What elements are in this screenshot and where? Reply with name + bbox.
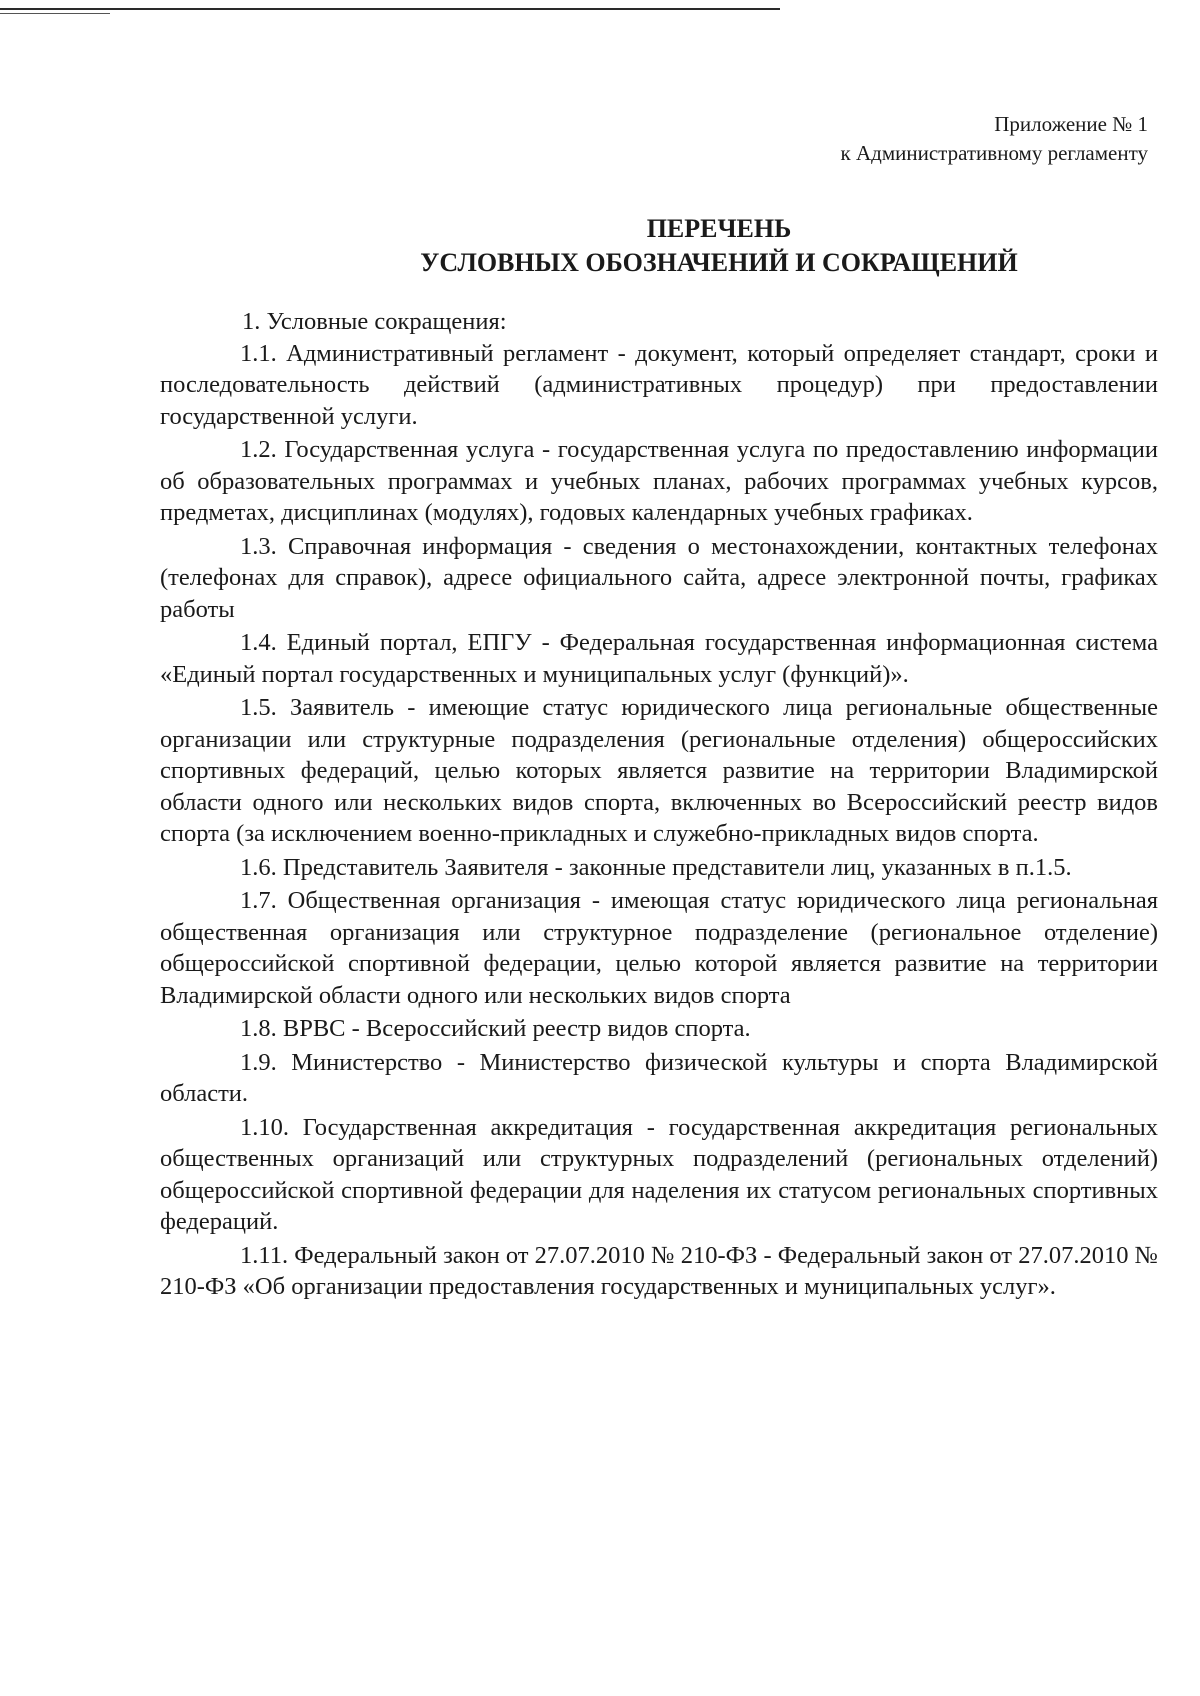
scan-edge-line [0, 8, 780, 10]
definition-item: 1.9. Министерство - Министерство физической культуры и спорта Владимирской области. [160, 1048, 1158, 1107]
definition-item: 1.11. Федеральный закон от 27.07.2010 № 210-ФЗ - Федеральный закон от 27.07.2010 № 210-ФЗ «Об организации предоставления государственных и муниципальных услуг». [160, 1241, 1158, 1300]
title-line-2: УСЛОВНЫХ ОБОЗНАЧЕНИЙ И СОКРАЩЕНИЙ [420, 248, 1018, 277]
definition-item: 1.5. Заявитель - имеющие статус юридического лица региональные общественные организации или структурные подразделения (региональные отделения) общероссийских спортивных федераций, целью которых является развитие на территории Владимирской области одного или нескольких видов спорта, включенных во Всероссийский реестр видов спорта (за исключением военно-прикладных и служебно-прикладных видов спорта. [160, 694, 1158, 847]
definition-item: 1.2. Государственная услуга - государственная услуга по предоставлению информации об образовательных программах и учебных планах, рабочих программах учебных курсов, предметах, дисциплинах (модулях), годовых календарных учебных графиках. [160, 436, 1158, 526]
definitions-list [160, 306, 1158, 1303]
appendix-note [160, 110, 1148, 168]
definition-item: 1.7. Общественная организация - имеющая статус юридического лица региональная общественная организация или структурное подразделение (региональное отделение) общероссийской спортивной федерации, целью которой является развитие на территории Владимирской области одного или нескольких видов спорта [160, 887, 1158, 1009]
document-title [280, 212, 1158, 280]
appendix-reference: к Административному регламенту [840, 141, 1148, 165]
title-line-1: ПЕРЕЧЕНЬ [646, 214, 792, 243]
appendix-number: Приложение № 1 [994, 112, 1148, 136]
section-heading: 1. Условные сокращения: [242, 308, 507, 335]
definition-item: 1.1. Административный регламент - документ, который определяет стандарт, сроки и последовательность действий (административных процедур) при предоставлении государственной услуги. [160, 339, 1158, 430]
definition-item: 1.8. ВРВС - Всероссийский реестр видов спорта. [240, 1015, 751, 1042]
definition-item: 1.10. Государственная аккредитация - государственная аккредитация региональных общественных организаций или структурных подразделений (региональных отделений) общероссийской спортивной федерации для наделения их статусом региональных спортивных федераций. [160, 1113, 1158, 1235]
scan-edge-line-short [0, 13, 110, 14]
definition-item: 1.6. Представитель Заявителя - законные представители лиц, указанных в п.1.5. [240, 853, 1072, 881]
definition-item: 1.4. Единый портал, ЕПГУ - Федеральная государственная информационная система «Единый портал государственных и муниципальных услуг (функций)». [160, 629, 1158, 688]
document-page [160, 110, 1158, 1305]
definition-item: 1.3. Справочная информация - сведения о местонахождении, контактных телефонах (телефонах для справок), адресе официального сайта, адресе электронной почты, графиках работы [160, 532, 1158, 623]
